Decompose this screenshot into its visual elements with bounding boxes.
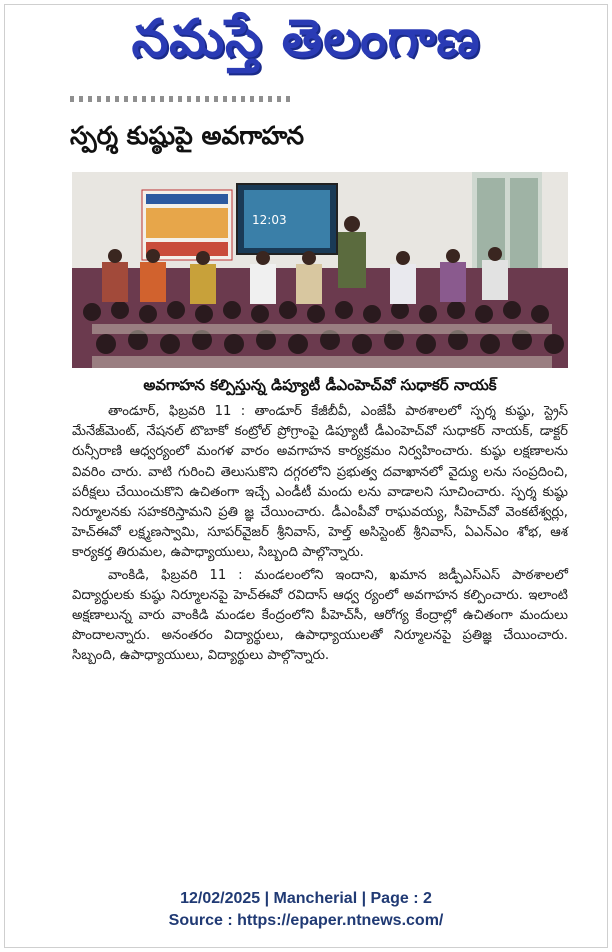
photo-caption: అవగాహన కల్పిస్తున్న డిప్యూటీ డీఎంహెచ్‌వో సుధాకర్‌ నాయక్‌ [143, 376, 497, 394]
torn-clip-edge [70, 96, 290, 102]
clip-footer [0, 888, 612, 932]
article-headline: స్పర్శ కుష్ఠుపై అవగాహన [70, 121, 305, 150]
article-paragraph: వాంకిడి, ఫిబ్రవరి 11 : మండలంలోని ఇందాని, ఖమాన జడ్పీఎస్‌ఎస్‌ పాఠశాలలో విద్యార్థులకు కుష్ఠు నిర్మూలనపై హెచ్‌ఈవో రవిదాస్‌ ఆధ్వ ర్యంలో అవగాహన కల్పించారు. ఇలాంటి అక్షణాలున్న వారు వాంకిడి మండల కేంద్రంలోని పీహెచ్‌సీ, ఆరోగ్య కేంద్రాల్లో ఉచితంగా మందులు పొందాలన్నారు. అనంతరం విద్యార్థులు, ఉపాధ్యాయులతో నిర్మూలనపై ప్రతిజ్ఞ చేయించారు. సిబ్బంది, ఉపాధ్యాయులు, విద్యార్థులు పాల్గొన్నారు. [72, 567, 568, 664]
footer-source: Source : https://epaper.ntnews.com/ [168, 912, 444, 929]
footer-date-edition: 12/02/2025 | Mancherial | Page : 2 [180, 890, 432, 907]
article-body [72, 402, 568, 667]
article-paragraph: తాండూర్‌, ఫిబ్రవరి 11 : తాండూర్‌ కేజీబీవీ, ఎంజేపీ పాఠశాలలో స్పర్శ కుష్ఠు, స్ట్రెస్‌ మేనేజ్‌మెంట్‌, నేషనల్‌ టొబాకో కంట్రోల్‌ ప్రోగ్రాంపై డిప్యూటీ డీఎంహెచ్‌వో సుధాకర్‌ నాయక్‌, డాక్టర్‌ రున్సీరాణి ఆధ్వర్యంలో మంగళ వారం అవగాహన కార్యక్రమం నిర్వహించారు. కుష్ఠు లక్షణాలను వివరిం చారు. వాటి గురించి తెలుసుకొని దగ్గరలోని ప్రభుత్వ దవాఖానలో వైద్యు లను సంప్రదించి, పరీక్షలు చేయించుకొని ఉచితంగా ఇచ్చే ఎండీటీ మందు లను వాడాలని సూచించారు. స్పర్శ కుష్ఠు నిర్మూలనకు సహకరిస్తామని ప్రతి జ్ఞ చేయించారు. డీఎంపీవో రాఘవయ్య, సీహెచ్‌వో వెంకటేశ్వర్లు, హెచ్‌ఈవో లక్ష్మణస్వామి, సూపర్‌వైజర్‌ శ్రీనివాస్‌, హెల్త్‌ అసిస్టెంట్‌ శ్రీనివాస్‌, ఏఎన్‌ఎం శోభ, ఆశ కార్యకర్త తిరుమల, ఉపాధ్యాయులు, సిబ్బంది పాల్గొన్నారు. [72, 404, 568, 561]
article-photo [72, 172, 568, 368]
masthead-title: నమస్తే తెలంగాణ [131, 9, 481, 69]
newspaper-masthead [0, 0, 612, 82]
svg-text:12:03: 12:03 [252, 213, 287, 227]
